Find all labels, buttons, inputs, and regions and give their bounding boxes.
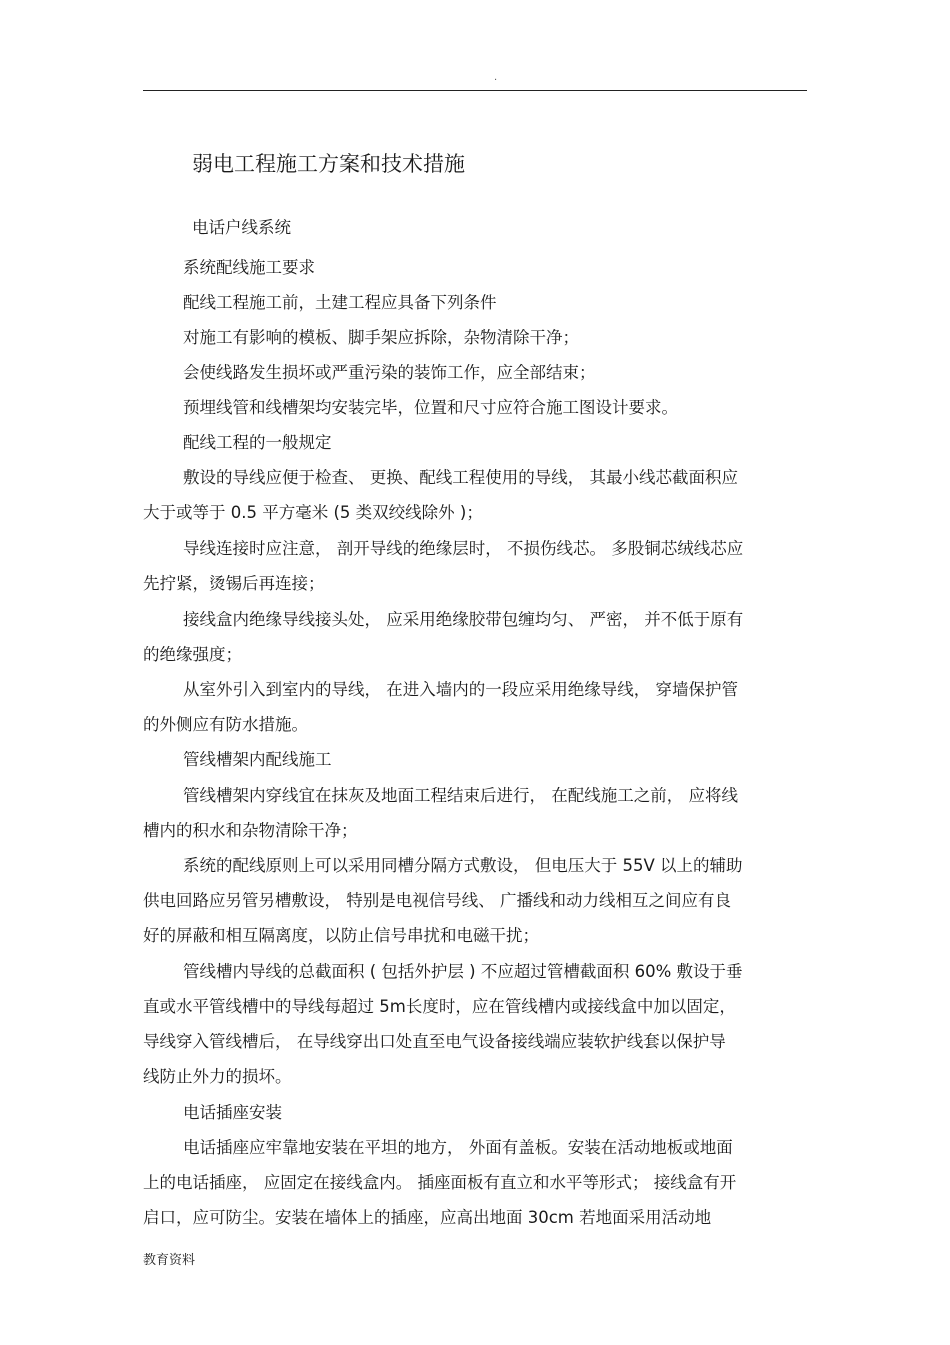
- paragraph-line: 好的屏蔽和相互隔离度，以防止信号串扰和电磁干扰；: [143, 926, 539, 945]
- paragraph-line: 槽内的积水和杂物清除干净；: [143, 821, 358, 840]
- document-title: 弱电工程施工方案和技术措施: [192, 152, 465, 176]
- paragraph-line: 管线槽架内穿线宜在抹灰及地面工程结束后进行， 在配线施工之前， 应将线: [183, 786, 738, 805]
- text-line: 预埋线管和线槽架均安装完毕，位置和尺寸应符合施工图设计要求。: [183, 398, 678, 417]
- paragraph: [143, 778, 808, 848]
- subsection-heading: 系统配线施工要求: [183, 258, 315, 277]
- text-line: 配线工程施工前，土建工程应具备下列条件: [183, 293, 497, 312]
- paragraph-line: 管线槽内导线的总截面积 ( 包括外护层 ) 不应超过管槽截面积 60% 敷设于垂: [183, 962, 743, 981]
- paragraph-line: 的绝缘强度；: [143, 645, 242, 664]
- paragraph-line: 敷设的导线应便于检查、 更换、配线工程使用的导线， 其最小线芯截面积应: [183, 468, 738, 487]
- paragraph-line: 大于或等于 0.5 平方毫米 (5 类双绞线除外 )；: [143, 503, 483, 522]
- paragraph: [143, 672, 808, 742]
- header-mark: .: [494, 72, 498, 83]
- footer-label: 教育资料: [143, 1253, 196, 1268]
- text-line: 对施工有影响的模板、脚手架应拆除，杂物清除干净；: [183, 328, 579, 347]
- subsection-heading: 管线槽架内配线施工: [183, 750, 332, 769]
- header-rule: [143, 90, 807, 91]
- paragraph: [143, 848, 808, 953]
- paragraph-line: 上的电话插座， 应固定在接线盒内。 插座面板有直立和水平等形式； 接线盒有开: [143, 1173, 737, 1192]
- paragraph-line: 供电回路应另管另槽敷设， 特别是电视信号线、 广播线和动力线相互之间应有良: [143, 891, 731, 910]
- paragraph: [143, 531, 808, 601]
- paragraph-line: 导线穿入管线槽后， 在导线穿出口处直至电气设备接线端应装软护线套以保护导: [143, 1032, 726, 1051]
- paragraph-line: 从室外引入到室内的导线， 在进入墙内的一段应采用绝缘导线， 穿墙保护管: [183, 680, 738, 699]
- subsection-heading: 电话插座安装: [183, 1103, 282, 1122]
- paragraph-line: 电话插座应牢靠地安装在平坦的地方， 外面有盖板。安装在活动地板或地面: [183, 1138, 733, 1157]
- paragraph-line: 接线盒内绝缘导线接头处， 应采用绝缘胶带包缠均匀、 严密， 并不低于原有: [183, 610, 744, 629]
- paragraph-line: 系统的配线原则上可以采用同槽分隔方式敷设， 但电压大于 55V 以上的辅助: [183, 856, 743, 875]
- section-heading: 电话户线系统: [192, 218, 291, 237]
- paragraph-line: 线防止外力的损坏。: [143, 1067, 292, 1086]
- text-line: 会使线路发生损坏或严重污染的装饰工作，应全部结束；: [183, 363, 596, 382]
- paragraph-line: 导线连接时应注意， 剖开导线的绝缘层时， 不损伤线芯。 多股铜芯绒线芯应: [183, 539, 744, 558]
- paragraph: [143, 1130, 808, 1235]
- subsection-heading: 配线工程的一般规定: [183, 433, 332, 452]
- paragraph: [143, 954, 808, 1094]
- paragraph-line: 的外侧应有防水措施。: [143, 715, 308, 734]
- paragraph: [143, 602, 808, 672]
- paragraph-line: 先拧紧，烫锡后再连接；: [143, 574, 325, 593]
- paragraph-line: 直或水平管线槽中的导线每超过 5m长度时，应在管线槽内或接线盒中加以固定，: [143, 997, 736, 1016]
- paragraph: [143, 460, 808, 530]
- paragraph-line: 启口，应可防尘。安装在墙体上的插座，应高出地面 30cm 若地面采用活动地: [143, 1208, 712, 1227]
